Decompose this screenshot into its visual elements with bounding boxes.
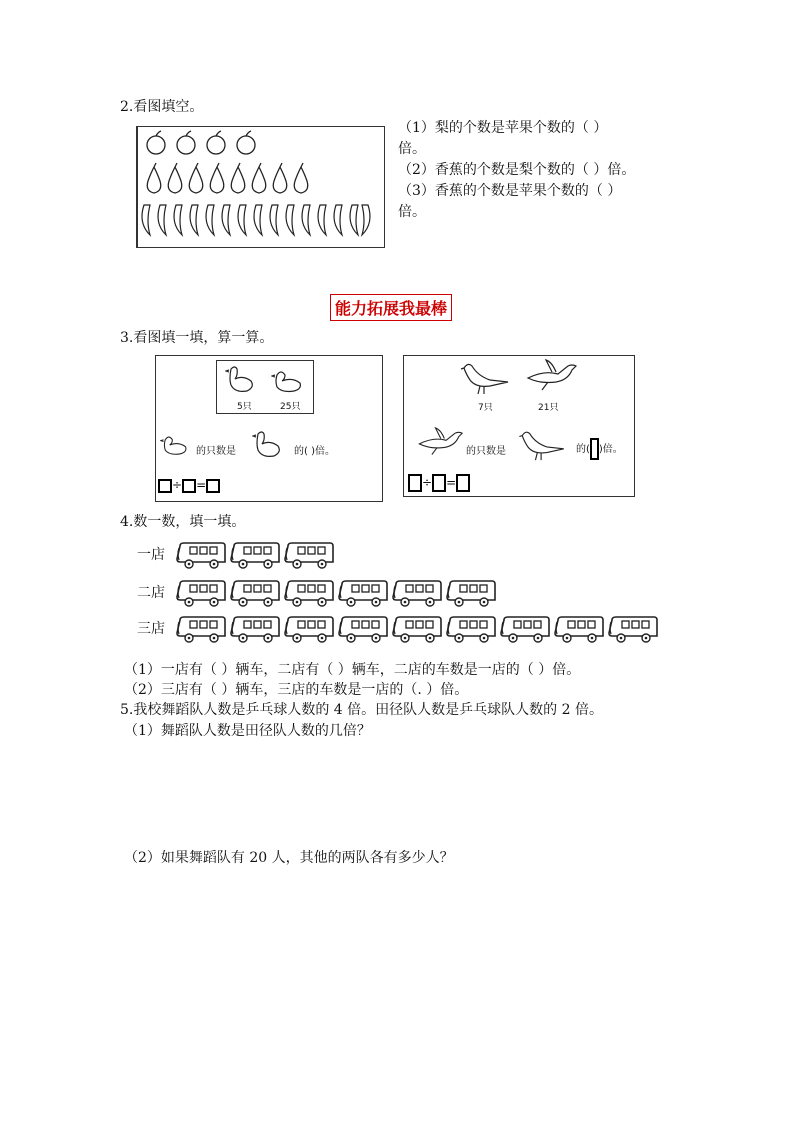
answer-box[interactable] — [590, 438, 599, 460]
bus-icon — [176, 580, 226, 608]
banana-icon — [302, 205, 310, 235]
fruit-picture — [136, 126, 385, 248]
apple-icon — [237, 131, 255, 154]
q3-left-sentence-end: 的( )倍。 — [294, 446, 335, 457]
flying-bird-icon — [522, 358, 578, 396]
store1-label: 一店 — [137, 547, 165, 563]
flying-bird-icon — [414, 426, 464, 460]
pear-icon — [294, 163, 308, 193]
answer-box[interactable] — [206, 479, 220, 493]
bus-icon — [446, 616, 496, 644]
bird-icon — [460, 360, 512, 396]
banana-icons — [142, 205, 370, 235]
goose-icon — [252, 428, 286, 460]
q2-line3b: 倍。 — [398, 204, 426, 220]
bus-icon — [608, 616, 658, 644]
q3-right-equation: ÷ = — [408, 474, 470, 492]
bird-panel — [403, 355, 635, 497]
duck-goose-panel — [155, 355, 383, 502]
q2-line2: （2）香蕉的个数是梨个数的（ ）倍。 — [398, 162, 636, 178]
pear-icon — [273, 163, 287, 193]
banana-icon — [254, 205, 262, 235]
q3-left-sentence-mid: 的只数是 — [196, 446, 236, 457]
bus-icon — [392, 580, 442, 608]
store2-label: 二店 — [137, 585, 165, 601]
pear-icon — [147, 163, 161, 193]
apple-icon — [147, 131, 165, 154]
bus-icon — [392, 616, 442, 644]
bus-icon — [176, 542, 226, 570]
banana-icon — [334, 205, 342, 235]
duck-icon — [271, 369, 305, 393]
q4-title: 4.数一数，填一填。 — [120, 514, 246, 530]
q3-title: 3.看图填一填，算一算。 — [120, 330, 274, 346]
bus-icon — [338, 616, 388, 644]
banana-icon — [222, 205, 230, 235]
bus-icon — [284, 580, 334, 608]
q2-line1b: 倍。 — [398, 141, 426, 157]
banana-icon — [190, 205, 198, 235]
section-heading: 能力拓展我最棒 — [330, 294, 452, 321]
bus-icon — [230, 580, 280, 608]
duck-count: 25只 — [280, 402, 301, 412]
answer-box[interactable] — [182, 479, 196, 493]
bus-icon — [338, 580, 388, 608]
flying-bird-count: 21只 — [538, 403, 559, 413]
answer-box[interactable] — [456, 474, 470, 492]
banana-icon — [350, 205, 358, 235]
banana-icon — [318, 205, 326, 235]
banana-icon — [206, 205, 214, 235]
q5-sub2: （2）如果舞蹈队有 20 人，其他的两队各有多少人？ — [124, 850, 454, 866]
answer-box[interactable] — [432, 474, 446, 492]
goose-count: 5只 — [237, 402, 252, 412]
pear-icons — [147, 163, 308, 193]
q2-line1a: （1）梨的个数是苹果个数的（ ） — [398, 120, 608, 136]
duck-goose-inner-box — [216, 360, 314, 414]
bus-icon — [230, 616, 280, 644]
bird-count: 7只 — [478, 403, 493, 413]
apple-icon — [207, 131, 225, 154]
banana-icon — [286, 205, 294, 235]
q3-left-equation: ÷ = — [158, 478, 220, 493]
q3-right-sentence-mid: 的只数是 — [466, 446, 506, 457]
pear-icon — [210, 163, 224, 193]
bus-icon — [500, 616, 550, 644]
pear-icon — [189, 163, 203, 193]
apple-icon — [177, 131, 195, 154]
q3-right-sentence-end: 的( )倍。 — [576, 438, 623, 460]
banana-icon — [142, 205, 150, 235]
bus-icon — [284, 542, 334, 570]
pear-icon — [168, 163, 182, 193]
q2-line3a: （3）香蕉的个数是苹果个数的（ ） — [398, 183, 622, 199]
banana-icon — [270, 205, 278, 235]
banana-icon — [238, 205, 246, 235]
store3-bus-row — [176, 616, 666, 646]
q5-sub1: （1）舞蹈队人数是田径队人数的几倍？ — [124, 723, 371, 739]
q4-line1: （1）一店有（ ）辆车，二店有（ ）辆车，二店的车数是一店的（ ）倍。 — [124, 662, 581, 678]
bus-icon — [446, 580, 496, 608]
q2-title: 2.看图填空。 — [120, 99, 204, 115]
bird-icon — [518, 428, 568, 462]
pear-icon — [252, 163, 266, 193]
bus-icon — [284, 616, 334, 644]
banana-icon — [174, 205, 182, 235]
bus-icon — [230, 542, 280, 570]
q4-line2: （2）三店有（ ）辆车，三店的车数是一店的（. ）倍。 — [124, 682, 469, 698]
duck-icon — [160, 432, 190, 458]
q5-title: 5.我校舞蹈队人数是乒乓球人数的 4 倍。田径队人数是乒乓球队人数的 2 倍。 — [120, 702, 603, 718]
store1-bus-row — [176, 542, 346, 572]
answer-box[interactable] — [158, 479, 172, 493]
bus-icon — [554, 616, 604, 644]
pear-icon — [231, 163, 245, 193]
store3-label: 三店 — [137, 621, 165, 637]
store2-bus-row — [176, 580, 506, 610]
answer-box[interactable] — [408, 474, 422, 492]
goose-icon — [225, 365, 259, 393]
banana-icon — [158, 205, 166, 235]
apple-icons — [147, 131, 255, 154]
bus-icon — [176, 616, 226, 644]
banana-icon — [362, 205, 370, 235]
